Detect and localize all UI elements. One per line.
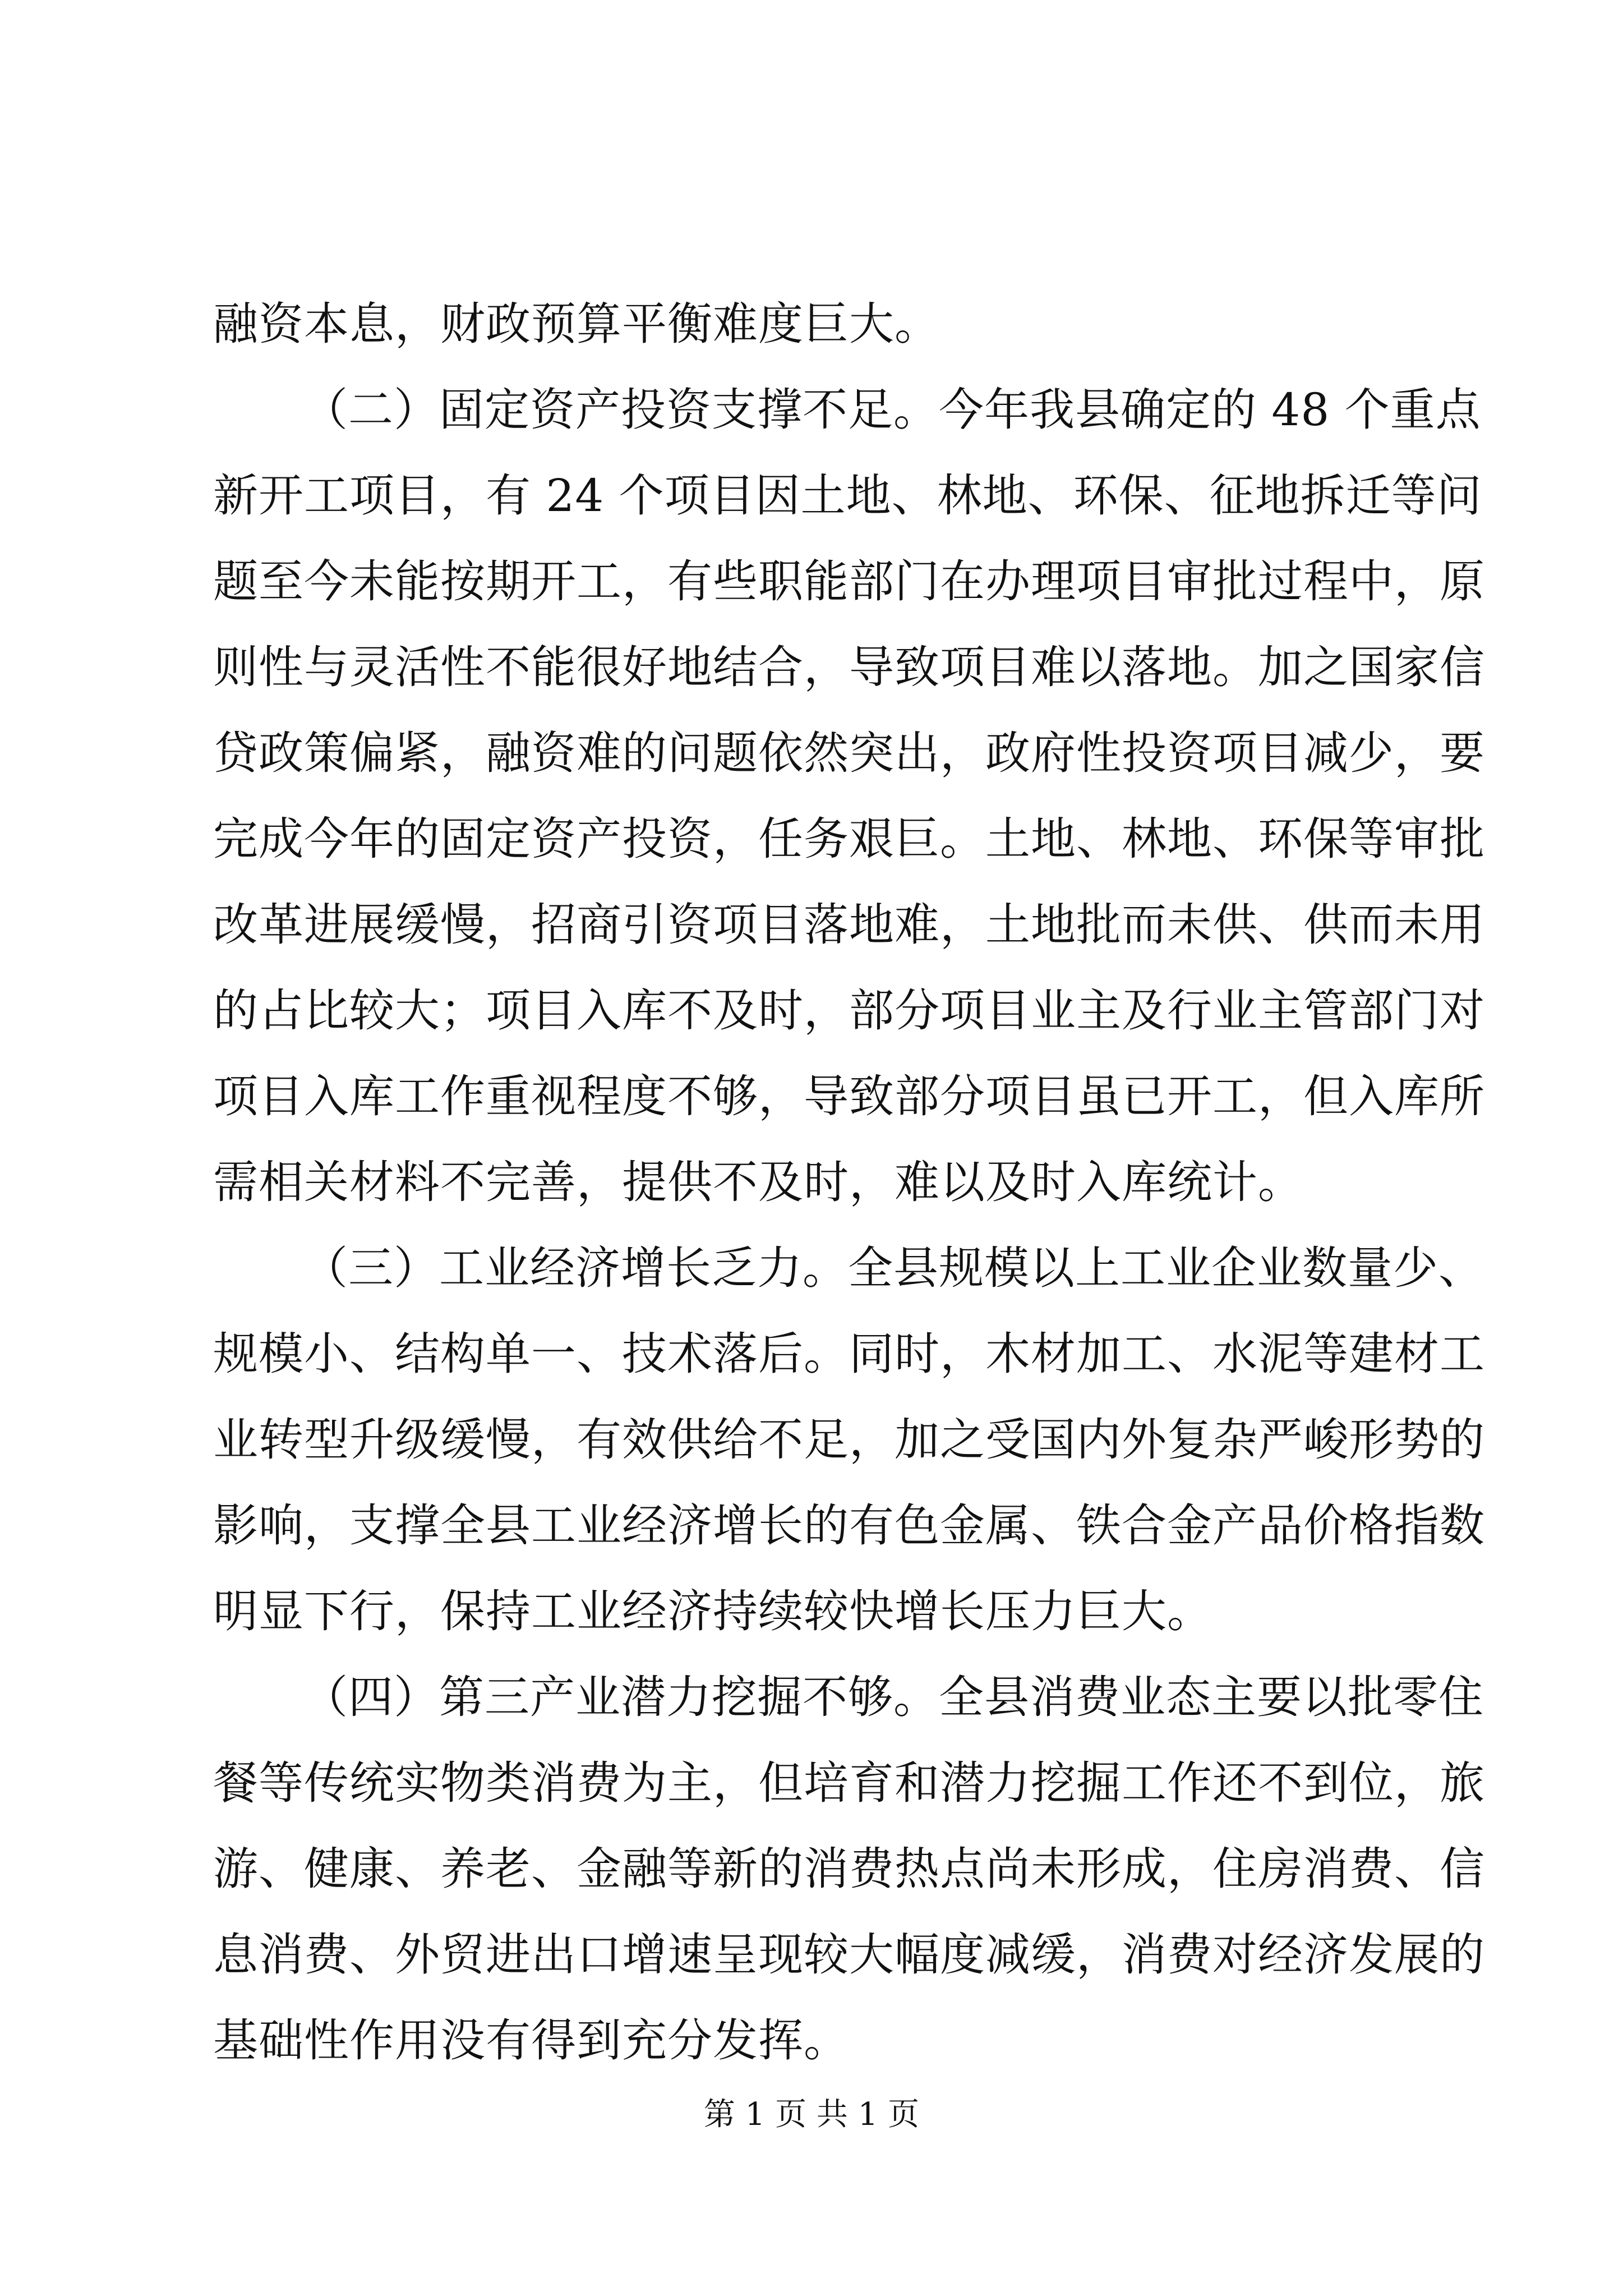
text-line: 影响，支撑全县工业经济增长的有色金属、铁合金产品价格指数 xyxy=(213,1499,1485,1552)
text-line: 规模小、结构单一、技术落后。同时，木材加工、水泥等建材工 xyxy=(213,1328,1485,1380)
text-line: 完成今年的固定资产投资，任务艰巨。土地、林地、环保等审批 xyxy=(213,813,1485,865)
text-line: 的占比较大；项目入库不及时，部分项目业主及行业主管部门对 xyxy=(213,984,1485,1037)
text-line: 明显下行，保持工业经济持续较快增长压力巨大。 xyxy=(213,1585,1212,1637)
text-line: 游、健康、养老、金融等新的消费热点尚未形成，住房消费、信 xyxy=(213,1843,1485,1895)
text-line: 则性与灵活性不能很好地结合，导致项目难以落地。加之国家信 xyxy=(213,641,1485,693)
text-line: 业转型升级缓慢，有效供给不足，加之受国内外复杂严峻形势的 xyxy=(213,1414,1485,1466)
text-line: 新开工项目，有 24 个项目因土地、林地、环保、征地拆迁等问 xyxy=(213,470,1482,522)
text-line: 融资本息，财政预算平衡难度巨大。 xyxy=(213,298,940,350)
paragraph-2-first-line: （二）固定资产投资支撑不足。今年我县确定的 48 个重点 xyxy=(303,384,1481,436)
text-line: 息消费、外贸进出口增速呈现较大幅度减缓，消费对经济发展的 xyxy=(213,1929,1485,1981)
text-line: 题至今未能按期开工，有些职能部门在办理项目审批过程中，原 xyxy=(213,555,1485,608)
paragraph-4-first-line: （四）第三产业潜力挖掘不够。全县消费业态主要以批零住 xyxy=(303,1671,1484,1723)
text-line: 改革进展缓慢，招商引资项目落地难，土地批而未供、供而未用 xyxy=(213,899,1485,951)
paragraph-3-first-line: （三）工业经济增长乏力。全县规模以上工业企业数量少、 xyxy=(303,1242,1484,1294)
page-number-footer: 第 1 页 共 1 页 xyxy=(703,2096,920,2133)
text-line: 需相关材料不完善，提供不及时，难以及时入库统计。 xyxy=(213,1156,1303,1208)
text-line: 贷政策偏紧，融资难的问题依然突出，政府性投资项目减少，要 xyxy=(213,727,1485,779)
text-line: 项目入库工作重视程度不够，导致部分项目虽已开工，但入库所 xyxy=(213,1070,1485,1122)
text-line: 餐等传统实物类消费为主，但培育和潜力挖掘工作还不到位，旅 xyxy=(213,1757,1485,1809)
text-line: 基础性作用没有得到充分发挥。 xyxy=(213,2014,849,2067)
